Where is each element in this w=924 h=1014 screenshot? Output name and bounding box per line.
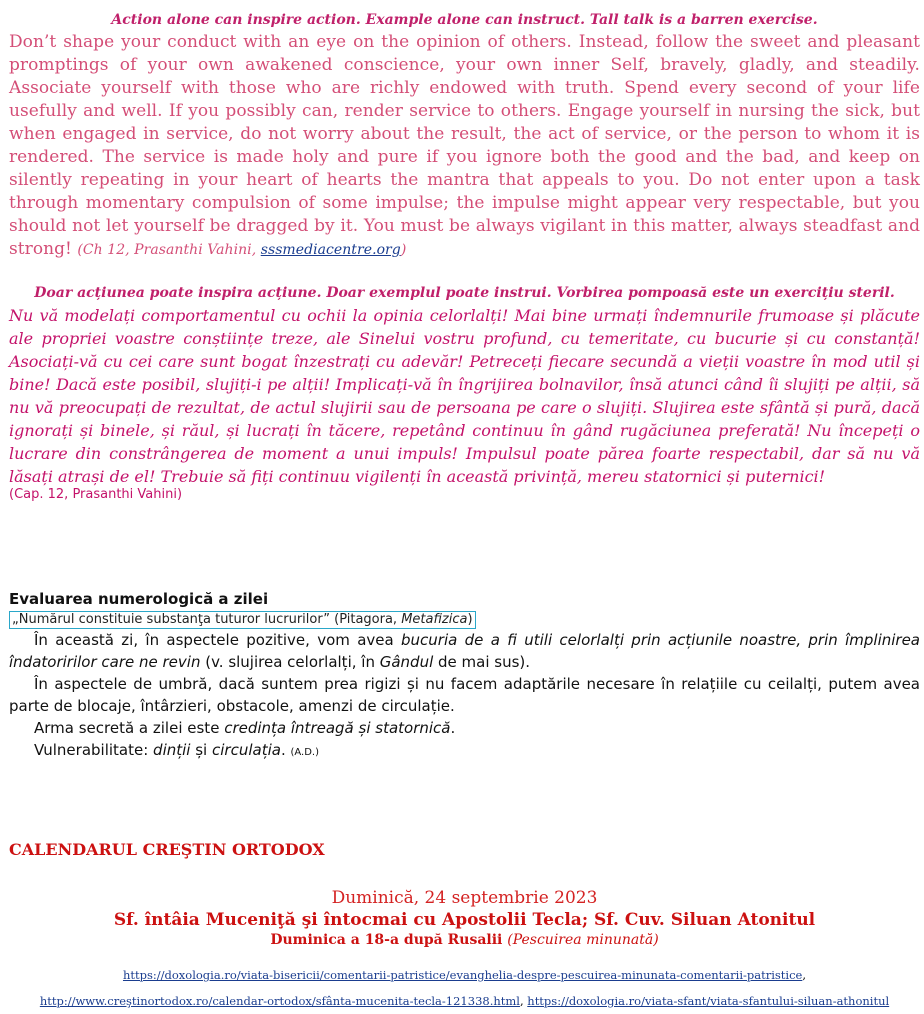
p4-e: . (280, 741, 291, 759)
p4-d: circulația (212, 741, 281, 759)
numerology-quote-text: „Numărul constituie substanţa tuturor lucrurilor” (Pitagora, (12, 612, 402, 627)
doxologia-siluan-link[interactable]: https://doxologia.ro/viata-sfant/viata-sfantului-siluan-athonitul (527, 994, 890, 1008)
p1-d: Gândul (379, 653, 434, 671)
numerology-vulnerability (9, 739, 920, 764)
p1-b: bucuria de a fi utili celorlalți prin acțiunile noastre, prin împlinirea îndatoririlor care ne revin (9, 631, 920, 671)
english-citation-prefix: (Ch 12, Prasanthi Vahini, (77, 242, 257, 258)
romanian-quote: Doar acțiunea poate inspira acțiune. Doar exemplul poate instrui. Vorbirea pompoasă este un exercițiu steril. (34, 285, 895, 301)
numerology-quote-end: ) (467, 612, 473, 627)
p1-c: (v. slujirea celorlalți, în (200, 653, 380, 671)
calendar-sunday (9, 931, 920, 949)
p3-a: Arma secretă a zilei este (34, 719, 225, 737)
p4-a: Vulnerabilitate: (34, 741, 154, 759)
calendar-date: Duminică, 24 septembrie 2023 (331, 888, 598, 908)
p1-a: În această zi, în aspectele pozitive, vom avea (34, 631, 402, 649)
p1-e: de mai sus). (433, 653, 531, 671)
calendar-links (9, 962, 920, 1014)
calendar-sunday-note: (Pescuirea minunată) (507, 932, 659, 948)
romanian-body: Nu vă modelați comportamentul cu ochii la opinia celorlalți! Mai bine urmați îndemnurile frumoase și plăcute ale propriei voastre conștiințe treze, ale Sinelui vostru profund, cu temeritate, cu bucurie și cu constanță! Asociați-vă cu cei care sunt bogat înzestrați cu adevăr! Petreceți fiecare secundă a vieții voastre în mod util și bine! Dacă este posibil, slujiți-i pe alții! Implicați-vă în îngrijirea bolnavilor, însă atunci când îi slujiți pe alții, să nu vă preocupați de rezultat, de actul slujirii sau de persoana pe care o slujiți. Slujirea este sfântă și pură, dacă ignorați și binele, și răul, și lucrați în tăcere, repetând continuu în gând rugăciunea preferată! Nu începeți o lucrare din constrângerea de moment a unui impuls! Impulsul poate părea foarte respectabil, dar să nu vă lăsați atrași de el! Trebuie să fiți continuu vigilenți în această privință, mereu statornici și puternici! (9, 306, 920, 486)
link-separator: , (802, 968, 807, 982)
calendar-title: CALENDARUL CREŞTIN ORTODOX (9, 840, 325, 859)
p4-c: și (190, 741, 212, 759)
author-signature: (A.D.) (290, 747, 320, 758)
numerology-quote (9, 611, 476, 629)
sssmediacentre-link[interactable]: sssmediacentre.org (260, 242, 401, 258)
calendar-saints: Sf. întâia Muceniţă şi întocmai cu Apostolii Tecla; Sf. Cuv. Siluan Atonitul (113, 910, 816, 930)
calendar-sunday-text: Duminica a 18-a după Rusalii (270, 932, 508, 948)
doxologia-pescuire-link[interactable]: https://doxologia.ro/viata-bisericii/comentarii-patristice/evanghelia-despre-pescuirea-minunata-comentarii-patristice (122, 968, 803, 982)
english-body-text: Don’t shape your conduct with an eye on the opinion of others. Instead, follow the sweet and pleasant promptings of your own awakened conscience, your own inner Self, bravely, gladly, and steadily. Associate yourself with those who are richly endowed with truth. Spend every second of your life usefully and well. If you possibly can, render service to others. Engage yourself in nursing the sick, but when engaged in service, do not worry about the result, the act of service, or the person to whom it is rendered. The service is made holy and pure if you ignore both the good and the bad, and keep on silently repeating in your heart of hearts the mantra that appeals to you. Do not enter upon a task through momentary compulsion of some impulse; the impulse might appear very respectable, but you should not let yourself be dragged by it. You must be always vigilant in this matter, always steadfast and strong! (9, 32, 920, 259)
numerology-quote-work: Metafizica (401, 612, 468, 627)
page-content (9, 0, 920, 1014)
english-citation-suffix: ) (400, 242, 407, 258)
crestinortodox-tecla-link[interactable]: http://www.creştinortodox.ro/calendar-ortodox/sfânta-mucenita-tecla-121338.html (39, 994, 520, 1008)
numerology-secret-weapon (9, 717, 920, 739)
p4-b: dinții (153, 741, 191, 759)
numerology-title: Evaluarea numerologică a zilei (9, 590, 269, 608)
english-quote: Action alone can inspire action. Example alone can instruct. Tall talk is a barren exercise. (111, 12, 818, 28)
numerology-positive (9, 629, 920, 673)
p3-b: credința întreagă și statornică (224, 719, 451, 737)
romanian-citation: (Cap. 12, Prasanthi Vahini) (9, 487, 183, 502)
english-body (9, 31, 920, 262)
p3-c: . (450, 719, 456, 737)
numerology-shadow: În aspectele de umbră, dacă suntem prea rigizi și nu facem adaptările necesare în relațiile cu ceilalți, putem avea parte de blocaje, întârzieri, obstacole, amenzi de circulație. (9, 675, 920, 715)
link-separator: , (519, 994, 528, 1008)
english-citation (77, 242, 406, 258)
